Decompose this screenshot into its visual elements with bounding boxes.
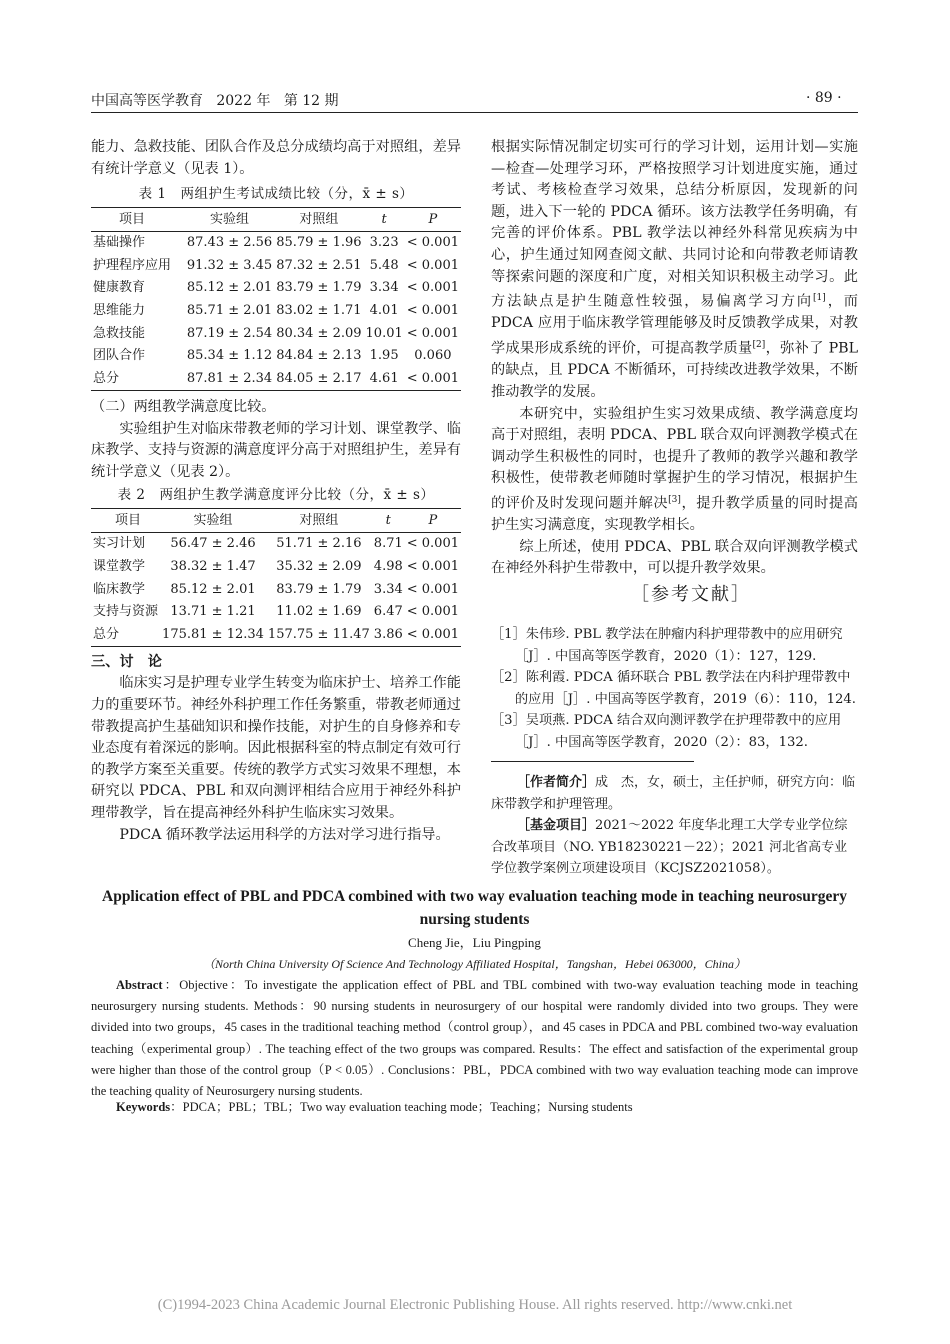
text-run: ，提升教学质量的同时提高护生实习满意度，实现教学相长。 bbox=[491, 495, 858, 534]
table-cell: < 0.001 bbox=[406, 581, 459, 597]
references-title: ［参考文献］ bbox=[631, 584, 751, 605]
table-cell: 83.79 ± 1.79 bbox=[276, 280, 362, 296]
table-cell: 6.47 bbox=[373, 604, 403, 620]
subsection-2-text: 实验组护生对临床带教老师的学习计划、课堂教学、临床教学、支持与资源的满意度评分高于对照组护生，差异有统计学意义（见表 2）。 bbox=[91, 420, 461, 480]
table-cell: < 0.001 bbox=[406, 626, 459, 642]
right-paragraph-2 bbox=[491, 404, 858, 537]
table-row bbox=[91, 277, 461, 300]
table-cell: < 0.001 bbox=[406, 536, 459, 552]
text-run: 本研究中，实验组护生实习效果成绩、教学满意度均高于对照组，表明 PDCA、PBL 联合双向评测教学模式在调动学生积极性的同时，也提升了教师的教学兴趣和教学积极性，使带教老师随时掌握护生的学习情况，根据护生的评价及时发现问题并解决 bbox=[491, 405, 858, 512]
table-cell: 87.32 ± 2.51 bbox=[276, 257, 362, 273]
page-number: · 89 · bbox=[806, 90, 842, 106]
author-note bbox=[491, 772, 858, 815]
english-keywords bbox=[91, 1097, 858, 1118]
running-header bbox=[91, 90, 339, 110]
table-cell: 4.01 bbox=[369, 303, 399, 319]
table-cell: 护理程序应用 bbox=[93, 257, 172, 273]
citation-3: [3] bbox=[668, 494, 681, 505]
text-run: ，而 PDCA 应用于临床教学管理能够及时反馈教学成果，对教学成果形成系统的评价，可提高教学质量 bbox=[491, 293, 858, 357]
english-affiliation: （North China University Of Science And Technology Affiliated Hospital，Tangshan，Hebei 063000，China） bbox=[203, 957, 746, 971]
author-label: ［作者简介］ bbox=[517, 775, 596, 790]
table-row bbox=[91, 601, 461, 624]
table-cell: 84.84 ± 2.13 bbox=[276, 348, 362, 364]
left-column bbox=[91, 137, 461, 846]
table-row bbox=[91, 623, 461, 646]
table-cell: 83.79 ± 1.79 bbox=[276, 581, 362, 597]
table-cell: 4.61 bbox=[369, 370, 399, 386]
author-notes bbox=[491, 772, 858, 880]
table-cell: 83.02 ± 1.71 bbox=[276, 303, 362, 319]
table-row bbox=[91, 300, 461, 323]
section-3-heading: 三、讨 论 bbox=[91, 653, 162, 670]
english-title: Application effect of PBL and PDCA combined with two way evaluation teaching mode in teaching neurosurgery nursing students bbox=[102, 888, 847, 928]
reference-item: ［1］朱伟珍. PBL 教学法在肿瘤内科护理带教中的应用研究［J］. 中国高等医学教育，2020（1）：127，129. bbox=[491, 627, 843, 664]
keywords-label: Keywords bbox=[116, 1100, 171, 1114]
table2-col-exp: 实验组 bbox=[193, 512, 233, 528]
table-cell: < 0.001 bbox=[406, 559, 459, 574]
table2-caption: 表 2 两组护生教学满意度评分比较（分，x̄ ± s） bbox=[117, 487, 435, 504]
table-cell: 3.34 bbox=[369, 280, 399, 296]
table-cell: 总分 bbox=[93, 626, 120, 642]
table-cell: 支持与资源 bbox=[93, 604, 159, 620]
table2-col-item: 项目 bbox=[115, 512, 142, 528]
table1-col-p: P bbox=[428, 211, 438, 227]
table-cell: 85.79 ± 1.96 bbox=[276, 235, 362, 251]
table-cell: 团队合作 bbox=[93, 348, 146, 364]
journal-name: 中国高等医学教育 bbox=[91, 93, 203, 109]
table-cell: 急救技能 bbox=[93, 325, 146, 341]
table-cell: < 0.001 bbox=[406, 257, 459, 273]
table-row bbox=[91, 231, 461, 254]
right-column bbox=[491, 137, 858, 580]
table2-col-t: t bbox=[385, 512, 391, 528]
abstract-text: ：Objective：To investigate the application effect of PBL and TBL combined with two-way evaluation teaching mode in teaching neurosurgery nursing students. Methods：90 nursing students in neurosurgery of our hospital were randomly divided into two groups. They were divided into two groups，45 cases in the traditional teaching method（control group），and 45 cases in PDCA and PBL combined two-way evaluation teaching（experimental group）. The teaching effect of the two groups was compared. Results：The effect and satisfaction of the experimental group were higher than those of the control group（P < 0.05）. Conclusions：PBL，PDCA combined with two way evaluation teaching mode can improve the teaching quality of Neurosurgery nursing students. bbox=[91, 978, 858, 1099]
fund-text: 2021～2022 年度华北理工大学专业学位综合改革项目（NO. YB18230221－22）；2021 河北省高专业学位教学案例立项建设项目（KCJSZ2021058）。 bbox=[491, 818, 848, 876]
keywords-text: ：PDCA；PBL；TBL；Two way evaluation teaching mode；Teaching；Nursing students bbox=[170, 1100, 633, 1114]
journal-year: 2022 年 bbox=[216, 93, 271, 109]
table-cell: 1.95 bbox=[369, 348, 399, 364]
table-cell: 10.01 bbox=[365, 325, 403, 341]
intro-paragraph: 能力、急救技能、团队合作及总分成绩均高于对照组，差异有统计学意义（见表 1）。 bbox=[91, 139, 461, 177]
table-row bbox=[91, 578, 461, 601]
table-cell: 91.32 ± 3.45 bbox=[186, 257, 273, 273]
table1-col-t: t bbox=[381, 211, 387, 227]
table1-col-item: 项目 bbox=[119, 211, 146, 227]
english-abstract bbox=[91, 975, 858, 1102]
table-cell: 基础操作 bbox=[93, 235, 146, 251]
table-row bbox=[91, 556, 461, 579]
text-run: ，弥补了 PBL 的缺点，且 PDCA 不断循环，可持续改进教学效果，不断推动教学的发展。 bbox=[491, 340, 858, 400]
table-cell: 85.34 ± 1.12 bbox=[186, 348, 273, 364]
subsection-2-heading: （二）两组教学满意度比较。 bbox=[91, 398, 276, 415]
table-cell: 3.23 bbox=[369, 235, 399, 251]
table-cell: 临床教学 bbox=[93, 581, 146, 597]
table-cell: 3.34 bbox=[373, 581, 403, 597]
table-cell: 51.71 ± 2.16 bbox=[276, 536, 362, 552]
table-cell: 38.32 ± 1.47 bbox=[170, 559, 256, 574]
table-cell: 8.71 bbox=[373, 536, 403, 552]
notes-rule bbox=[491, 761, 694, 762]
table-cell: 56.47 ± 2.46 bbox=[170, 536, 256, 552]
table-cell: 思维能力 bbox=[93, 303, 146, 319]
right-paragraph-1 bbox=[491, 137, 858, 404]
table-cell: 84.05 ± 2.17 bbox=[276, 370, 362, 386]
table2 bbox=[91, 508, 461, 647]
english-authors: Cheng Jie，Liu Pingping bbox=[408, 935, 541, 950]
table-cell: 87.81 ± 2.34 bbox=[186, 370, 273, 386]
table-cell: < 0.001 bbox=[406, 604, 459, 620]
table-cell: 5.48 bbox=[369, 257, 399, 273]
reference-item: ［2］陈利霞. PDCA 循环联合 PBL 教学法在内科护理带教中的应用［J］. 中国高等医学教育，2019（6）：110，124. bbox=[491, 670, 856, 707]
table-cell: 85.71 ± 2.01 bbox=[186, 303, 273, 319]
table-row bbox=[91, 532, 461, 555]
table-row bbox=[91, 345, 461, 368]
copyright-footer: (C)1994-2023 China Academic Journal Electronic Publishing House. All rights reserved. http://www.cnki.net bbox=[157, 1297, 793, 1313]
table-row bbox=[91, 367, 461, 390]
table-cell: 0.060 bbox=[414, 348, 452, 364]
table1-header-row bbox=[91, 208, 461, 232]
table-cell: < 0.001 bbox=[406, 325, 459, 341]
table-cell: < 0.001 bbox=[406, 370, 459, 386]
table-cell: 80.34 ± 2.09 bbox=[276, 325, 362, 341]
header-rule bbox=[91, 112, 858, 113]
right-paragraph-3: 综上所述，使用 PDCA、PBL 联合双向评测教学模式在神经外科护生带教中，可以提升教学效果。 bbox=[491, 538, 858, 577]
table1-col-exp: 实验组 bbox=[210, 211, 250, 227]
table1-caption: 表 1 两组护生考试成绩比较（分，x̄ ± s） bbox=[138, 186, 414, 203]
table-cell: < 0.001 bbox=[406, 303, 459, 319]
citation-2: [2] bbox=[752, 340, 766, 351]
table-cell: 实习计划 bbox=[93, 536, 146, 552]
citation-1: [1] bbox=[813, 293, 826, 304]
table-cell: < 0.001 bbox=[406, 235, 459, 251]
table-cell: 总分 bbox=[93, 370, 120, 386]
table2-col-p: P bbox=[428, 512, 438, 528]
abstract-label: Abstract bbox=[116, 978, 163, 992]
discussion-paragraph-2: PDCA 循环教学法运用科学的方法对学习进行指导。 bbox=[119, 826, 450, 843]
table-cell: 健康教育 bbox=[93, 280, 146, 296]
table-row bbox=[91, 322, 461, 345]
table-cell: 35.32 ± 2.09 bbox=[276, 559, 362, 574]
table-cell: 3.86 bbox=[373, 626, 403, 642]
table-cell: 175.81 ± 12.34 bbox=[162, 626, 264, 642]
table1-col-ctrl: 对照组 bbox=[299, 211, 339, 227]
table-cell: 85.12 ± 2.01 bbox=[186, 280, 273, 296]
table-row bbox=[91, 254, 461, 277]
table-cell: 4.98 bbox=[373, 559, 403, 574]
reference-item: ［3］吴项燕. PDCA 结合双向测评教学在护理带教中的应用［J］. 中国高等医学教育，2020（2）：83，132. bbox=[491, 713, 842, 750]
discussion-paragraph-1: 临床实习是护理专业学生转变为临床护士、培养工作能力的重要环节。神经外科护理工作任务繁重，带教老师通过带教提高护生基础知识和操作技能，对护生的自身修养和专业态度有着深远的影响。因此根据科室的特点制定有效可行的教学方案至关重要。传统的教学方式实习效果不理想，本研究以 PDCA、PBL 和双向测评相结合应用于神经外科护理带教学，旨在提高神经外科护生临床实习效果。 bbox=[91, 675, 461, 822]
table-cell: 11.02 ± 1.69 bbox=[276, 604, 362, 620]
text-run: 根据实际情况制定切实可行的学习计划，运用计划—实施—检查—处理学习环，严格按照学习计划进度实施，通过考试、考核检查学习效果，总结分析原因，发现新的问题，进入下一轮的 PDCA 循环。该方法教学任务明确，有完善的评价体系。PBL 教学法以神经外科常见疾病为中心，护生通过知网查阅文献、共同讨论和向带教老师请教等探索问题的深度和广度，对相关知识积极主动学习。此方法缺点是护生随意性较强，易偏离学习方向 bbox=[491, 139, 858, 310]
author-text: 成 杰，女，硕士，主任护师，研究方向：临床带教学和护理管理。 bbox=[491, 775, 856, 812]
table2-col-ctrl: 对照组 bbox=[299, 512, 339, 528]
table-cell: 87.43 ± 2.56 bbox=[186, 235, 273, 251]
table-cell: 13.71 ± 1.21 bbox=[170, 604, 256, 620]
table1 bbox=[91, 207, 461, 391]
table-cell: 87.19 ± 2.54 bbox=[186, 325, 273, 341]
table-cell: 课堂教学 bbox=[93, 559, 146, 574]
fund-label: ［基金项目］ bbox=[517, 818, 596, 833]
table-cell: 157.75 ± 11.47 bbox=[267, 626, 370, 642]
references-list bbox=[491, 624, 858, 753]
table-cell: < 0.001 bbox=[406, 280, 459, 296]
table-cell: 85.12 ± 2.01 bbox=[170, 581, 256, 597]
journal-issue: 第 12 期 bbox=[283, 93, 339, 109]
fund-note bbox=[491, 815, 858, 880]
table2-header-row bbox=[91, 509, 461, 533]
